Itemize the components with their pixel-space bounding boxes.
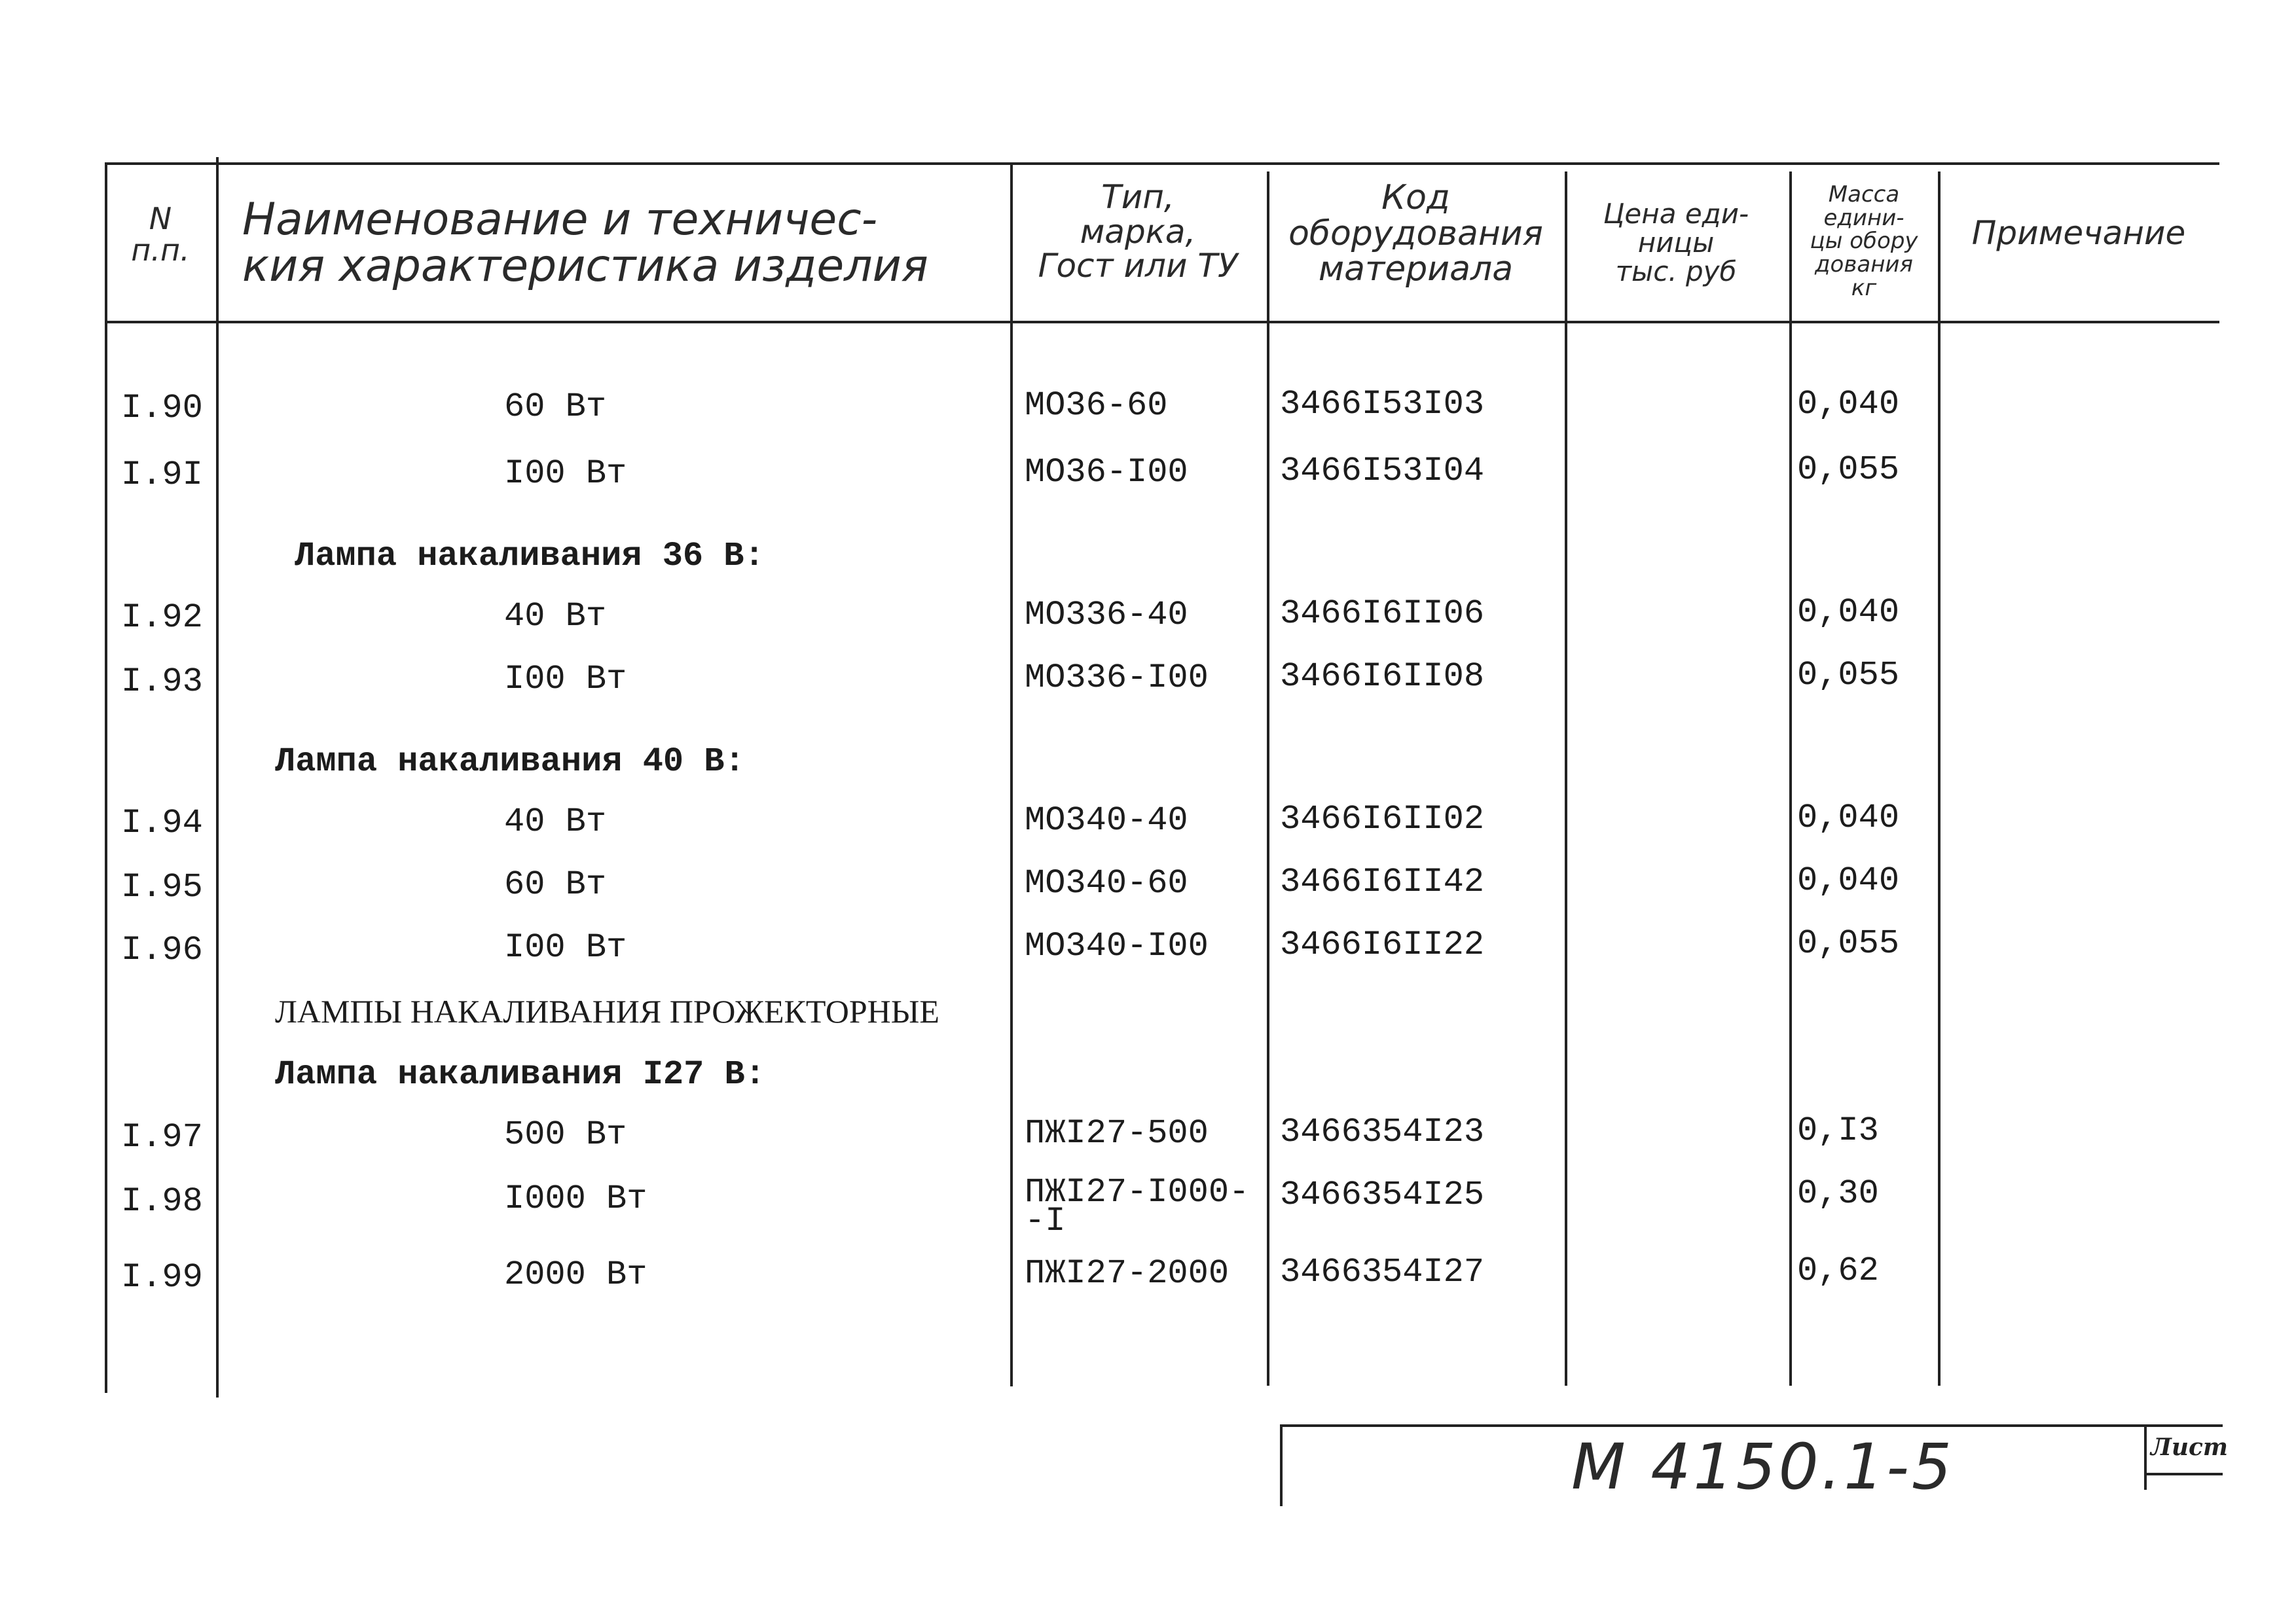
row-name: I00 Вт	[504, 928, 627, 967]
row-type: МО340-60	[1025, 864, 1188, 903]
row-mass: 0,30	[1797, 1174, 1879, 1213]
stamp-sheet-divider	[2144, 1473, 2223, 1475]
row-name: I00 Вт	[504, 660, 627, 698]
row-type: МО340-40	[1025, 801, 1188, 840]
row-num: I.98	[121, 1182, 203, 1221]
row-mass: 0,040	[1797, 799, 1900, 837]
row-name: 40 Вт	[504, 597, 607, 636]
header-note: Примечание	[1971, 214, 2186, 252]
section-heading: Лампа накаливания 40 В:	[275, 742, 745, 781]
row-name: 2000 Вт	[504, 1255, 647, 1294]
row-type: ПЖI27-2000	[1025, 1254, 1230, 1293]
row-type: ПЖI27-I000- -I	[1025, 1173, 1250, 1241]
row-num: I.94	[121, 804, 203, 842]
row-mass: 0,040	[1797, 861, 1900, 900]
col-border-6	[1938, 171, 1941, 1386]
section-heading: ЛАМПЫ НАКАЛИВАНИЯ ПРОЖЕКТОРНЫЕ	[275, 993, 939, 1030]
section-heading: Лампа накаливания I27 В:	[275, 1055, 765, 1094]
row-mass: 0,055	[1797, 450, 1900, 489]
row-type: МО336-40	[1025, 596, 1188, 634]
document-number: М 4150.1-5	[1571, 1430, 1954, 1504]
row-type: МО336-I00	[1025, 659, 1209, 697]
col-border-4	[1565, 171, 1567, 1386]
row-code: 3466I6II42	[1280, 863, 1485, 901]
row-mass: 0,040	[1797, 593, 1900, 632]
header-num: N п.п.	[131, 201, 190, 268]
row-type: ПЖI27-500	[1025, 1114, 1209, 1153]
section-heading: Лампа накаливания 36 В:	[295, 537, 765, 575]
col-border-2	[1010, 162, 1013, 1386]
row-code: 3466354I27	[1280, 1253, 1485, 1291]
header-name: Наименование и техничес- кия характеристика изделия	[242, 194, 928, 293]
row-name: 40 Вт	[504, 803, 607, 841]
row-code: 3466I6II02	[1280, 800, 1485, 839]
row-mass: 0,040	[1797, 385, 1900, 424]
row-type: МО36-I00	[1025, 453, 1188, 492]
row-code: 3466I6II22	[1280, 926, 1485, 964]
row-name: I000 Вт	[504, 1180, 647, 1218]
row-num: I.93	[121, 662, 203, 701]
col-border-5	[1789, 171, 1792, 1386]
row-name: 500 Вт	[504, 1115, 627, 1154]
row-mass: 0,055	[1797, 924, 1900, 963]
row-name: 60 Вт	[504, 865, 607, 904]
row-num: I.99	[121, 1258, 203, 1297]
col-border-3	[1267, 171, 1269, 1386]
row-code: 3466354I23	[1280, 1113, 1485, 1151]
row-num: I.96	[121, 931, 203, 969]
row-name: I00 Вт	[504, 454, 627, 493]
row-num: I.92	[121, 598, 203, 637]
row-code: 3466I6II08	[1280, 657, 1485, 696]
row-type: МО340-I00	[1025, 927, 1209, 965]
stamp-right-border	[2144, 1424, 2147, 1490]
row-num: I.90	[121, 389, 203, 427]
col-border-left	[105, 162, 107, 1393]
header-price: Цена еди- ницы тыс. руб	[1603, 198, 1749, 288]
sheet-label: Лист	[2151, 1434, 2229, 1461]
row-mass: 0,62	[1797, 1252, 1879, 1290]
stamp-left-border	[1280, 1424, 1283, 1506]
header-bottom-border	[105, 321, 2219, 323]
row-code: 3466I53I03	[1280, 385, 1485, 424]
row-num: I.9I	[121, 456, 203, 494]
row-code: 3466354I25	[1280, 1176, 1485, 1214]
row-num: I.97	[121, 1118, 203, 1157]
header-code: Код оборудования материала	[1288, 178, 1543, 289]
row-name: 60 Вт	[504, 388, 607, 426]
row-type: МО36-60	[1025, 386, 1168, 425]
row-num: I.95	[121, 868, 203, 907]
row-mass: 0,055	[1797, 656, 1900, 695]
row-code: 3466I53I04	[1280, 452, 1485, 490]
row-code: 3466I6II06	[1280, 594, 1485, 633]
header-mass: Масса едини- цы обору дования кг	[1810, 181, 1918, 301]
table-top-border	[105, 162, 2219, 165]
stamp-top-border	[1280, 1424, 2223, 1427]
col-border-1	[216, 157, 219, 1398]
row-mass: 0,I3	[1797, 1111, 1879, 1150]
header-type: Тип, марка, Гост или ТУ	[1038, 178, 1238, 285]
